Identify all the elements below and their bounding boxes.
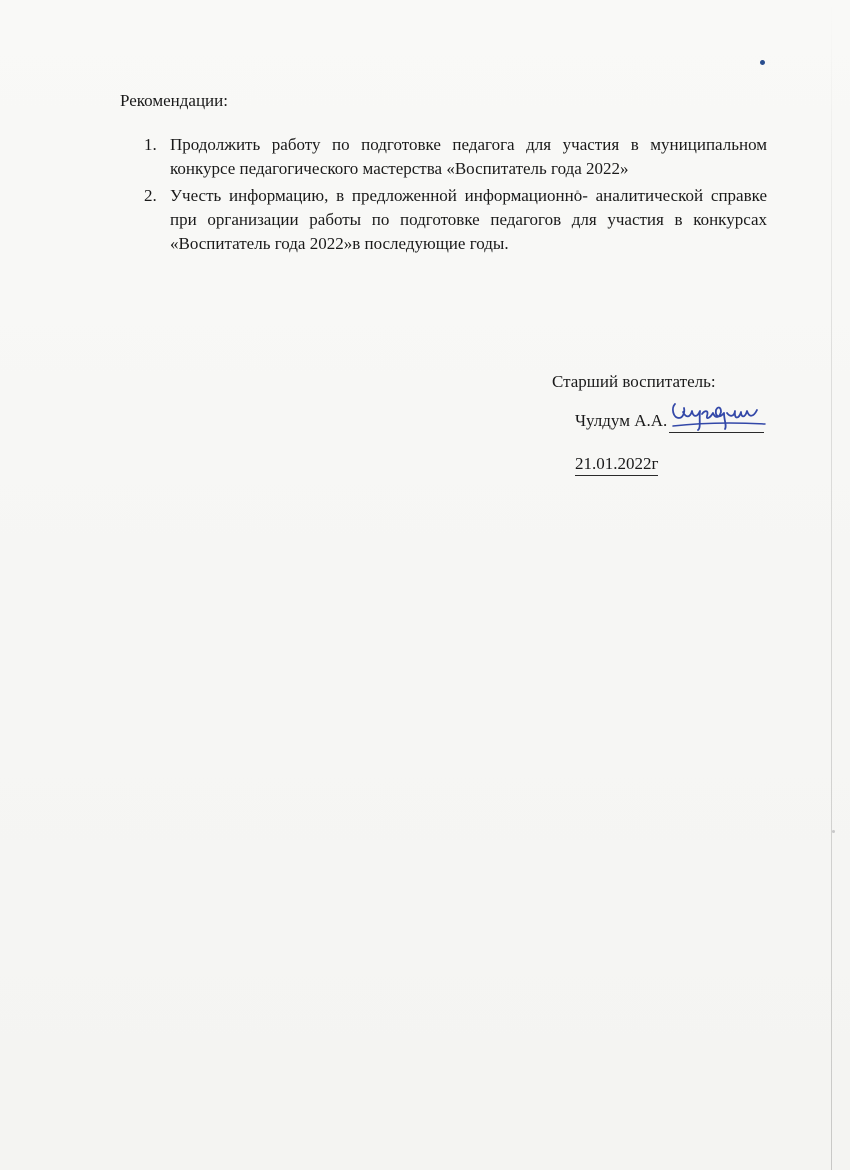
list-item-text: Учесть информацию, в предложенной информационно- аналитической справке при организации работы по подготовке педагогов для участия в конкурсах «Воспитатель года 2022»в последующие годы. <box>170 186 767 253</box>
signature-date: 21.01.2022г <box>575 453 658 476</box>
signature-block <box>552 370 812 476</box>
ink-speck <box>760 60 765 65</box>
signature-line <box>575 407 812 433</box>
list-item <box>144 133 767 181</box>
recommendations-heading: Рекомендации: <box>120 91 228 110</box>
list-item-number: 2. <box>144 186 157 205</box>
list-item-text: Продолжить работу по подготовке педагога для участия в муниципальном конкурсе педагогического мастерства «Воспитатель года 2022» <box>170 135 767 178</box>
signatory-name: Чулдум А.А. <box>575 411 668 430</box>
recommendations-list <box>144 133 767 259</box>
list-item-number: 1. <box>144 135 157 154</box>
handwritten-signature <box>669 394 769 434</box>
scan-page-edge <box>831 0 832 1170</box>
signatory-title: Старший воспитатель: <box>552 372 716 391</box>
scan-speck <box>832 830 835 833</box>
list-item <box>144 184 767 256</box>
signature-underline <box>669 406 764 433</box>
